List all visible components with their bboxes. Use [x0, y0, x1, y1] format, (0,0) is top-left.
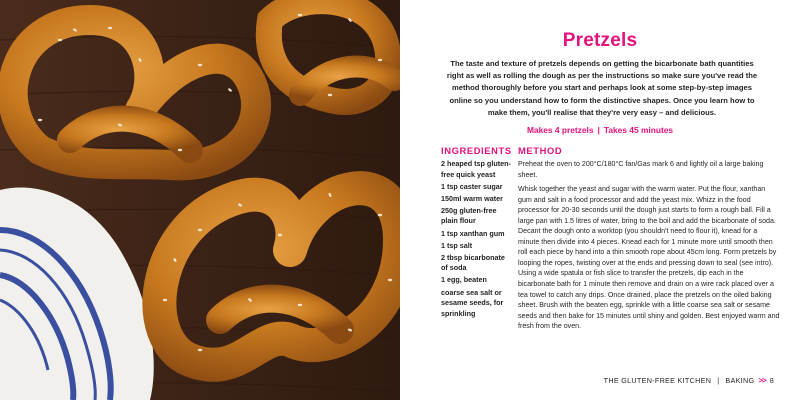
ingredient-item: 1 egg, beaten — [441, 275, 487, 285]
ingredient-item: 250g gluten-free plain flour — [441, 205, 497, 226]
method-step: Preheat the oven to 200°C/180°C fan/Gas mark 6 and lightly oil a large baking sheet. — [518, 160, 764, 179]
page-footer — [604, 376, 774, 385]
ingredient-item: 1 tsp salt — [441, 240, 473, 250]
section-name: BAKING — [725, 376, 755, 385]
method-heading: METHOD — [518, 145, 563, 156]
ingredient-item: 1 tsp caster sugar — [441, 181, 503, 191]
page-number: 8 — [769, 376, 774, 385]
recipe-title: Pretzels — [562, 30, 638, 51]
method-step: Whisk together the yeast and sugar with the warm water. Put the flour, xanthan gum and salt in a food processor and add the yeast mix. Whizz in the food processor for 20-30 seconds until the dough just starts to form a rough ball. Fill a large pan with 1.5 litres of water, bring to the boil and add the bicarbonate of soda. Decant the dough onto a worktop (you shouldn't need to flour it), knead for a minute then divide into 4 pieces. Knead each for 1 minute more until smooth then roll each piece by hand into a thin smooth rope about 45cm long. Form pretzels by looping the ropes, twisting over at the ends and pressing down to seal (see intro). Using a wide spatula or fish slice to transfer the pretzels, dip each in the bicarbonate bath for 1 minute then remove and drain on a wire rack placed over a tea towel to catch any drips. Once drained, place the pretzels on the oiled baking sheet. Brush with the beaten egg, sprinkle with a little coarse sea salt or sesame seeds and then bake for 15 minutes until shiny and golden. Best enjoyed warm and fresh from the oven. — [518, 185, 780, 331]
book-title: THE GLUTEN-FREE KITCHEN — [603, 376, 712, 385]
method-column — [518, 145, 780, 336]
ingredient-item: 2 tbsp bicarbonate of soda — [441, 252, 505, 273]
ingredient-item: 2 heaped tsp gluten-free quick yeast — [441, 159, 511, 179]
recipe-intro: The taste and texture of pretzels depends on getting the bicarbonate bath quantities right as well as rolling the dough as per the instructions so make sure you've read the method thoroughly before you start and perhaps look at some step-by-step images online so you understand how to form the distinctive shapes. Once you learn how to make them, you'll realise that they're very easy – and delicious. — [446, 59, 758, 117]
recipe-meta — [400, 125, 800, 135]
ingredient-item: 150ml warm water — [441, 193, 503, 203]
ingredient-item: 1 tsp xanthan gum — [441, 228, 505, 238]
meta-separator: | — [597, 125, 600, 135]
yield-text: Makes 4 pretzels — [526, 125, 594, 135]
footer-divider: | — [717, 376, 720, 385]
time-text: Takes 45 minutes — [603, 125, 674, 135]
chevron-right-icon: >> — [758, 376, 766, 385]
ingredients-heading: INGREDIENTS — [441, 145, 512, 156]
recipe-page — [400, 0, 800, 400]
ingredient-item: coarse sea salt or sesame seeds, for sprinkling — [441, 287, 504, 318]
ingredients-column — [441, 145, 511, 321]
